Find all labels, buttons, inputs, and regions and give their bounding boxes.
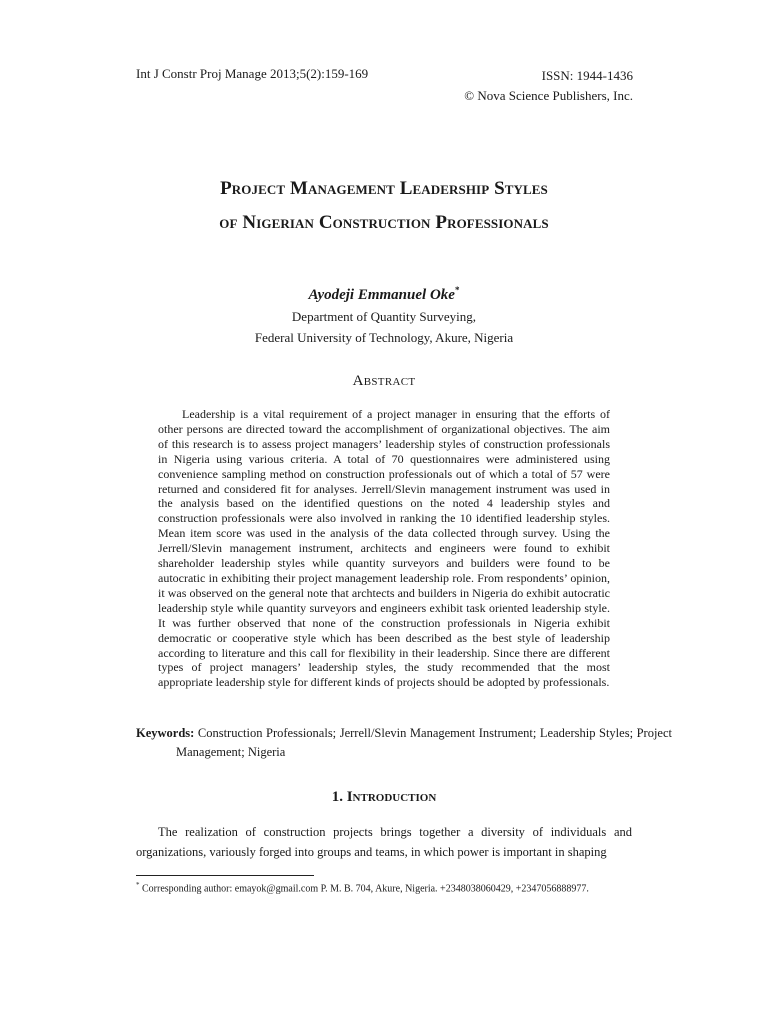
author-name: Ayodeji Emmanuel Oke <box>308 287 455 303</box>
title-line-2: of Nigerian Construction Professionals <box>219 212 549 233</box>
affiliation <box>0 306 768 348</box>
keywords <box>136 724 672 762</box>
author-footnote-mark: * <box>454 285 460 295</box>
footnote-text: Corresponding author: emayok@gmail.com P. M. B. 704, Akure, Nigeria. +2348038060429, +2347056888977. <box>139 883 589 895</box>
institution: Federal University of Technology, Akure, Nigeria <box>254 330 514 345</box>
abstract-text: Leadership is a vital requirement of a project manager in ensuring that the efforts of other persons are directed toward the accomplishment of organizational objectives. The aim of this research is to assess project managers’ leadership styles of construction professionals in Nigeria using various criteria. A total of 70 questionnaires were administered using convenience sampling method on construction professionals out of which a total of 57 were returned and considered fit for analyses. Jerrell/Slevin management instrument was used in the analysis based on the identified questions on the noted 4 leadership styles and construction professionals were also involved in ranking the 10 identified leadership styles. Mean item score was used in the analysis of the data collected through survey. Using the Jerrell/Slevin management instrument, architects and engineers were found to exhibit shareholder leadership styles while quantity surveyors and builders were found to be autocratic in exhibiting their project management leadership role. From respondents’ opinion, it was observed on the general note that archtects and builders in Nigeria do exhibit autocratic leadership style while quantity surveyors and engineers exhibit task oriented leadership style. It was further observed that none of the construction professionals in Nigeria exhibit democratic or cooperative style which has been described as the best style of leadership according to literature and this call for flexibility in their leadership. Since there are different types of project managers’ leadership styles, the study recommended that the most appropriate leadership style for different kinds of projects should be adopted by professionals. <box>158 407 610 690</box>
footnote-divider <box>136 875 314 876</box>
intro-paragraph: The realization of construction projects brings together a diversity of individuals and organizations, variously forged into groups and teams, in which power is important in shaping <box>136 825 632 859</box>
journal-citation: Int J Constr Proj Manage 2013;5(2):159-169 <box>136 66 369 81</box>
section-title: Introduction <box>346 789 437 805</box>
section-number: 1. <box>331 789 343 805</box>
footnote <box>136 881 589 894</box>
abstract-heading: Abstract <box>352 373 416 389</box>
publisher: © Nova Science Publishers, Inc. <box>464 88 633 103</box>
keywords-label: Keywords: <box>136 726 195 740</box>
journal-info <box>464 66 633 106</box>
department: Department of Quantity Surveying, <box>291 309 477 324</box>
author-block <box>0 285 768 304</box>
footnote-mark: * <box>136 881 140 889</box>
paper-title <box>0 172 768 240</box>
issn: ISSN: 1944-1436 <box>541 68 633 83</box>
keywords-text: Construction Professionals; Jerrell/Slevin Management Instrument; Leadership Styles; Project Management; Nigeria <box>176 726 672 759</box>
title-line-1: Project Management Leadership Styles <box>220 178 548 199</box>
section-heading <box>0 789 768 806</box>
